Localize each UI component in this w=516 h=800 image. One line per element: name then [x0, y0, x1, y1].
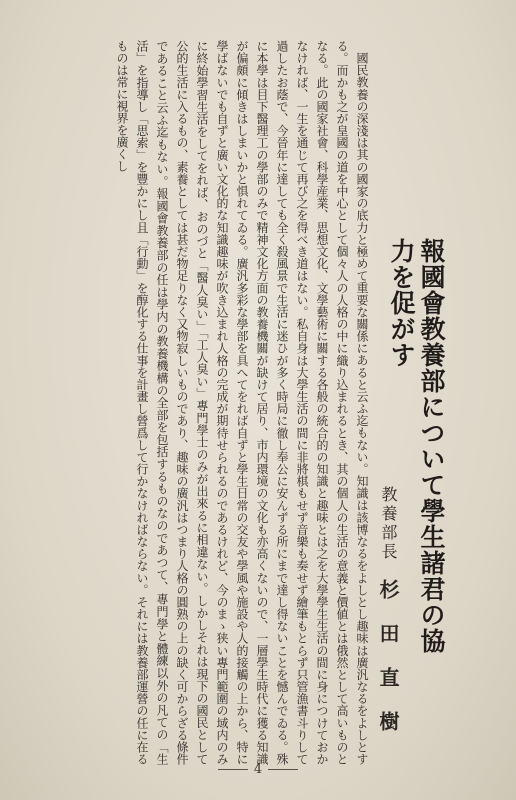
author-name: 杉田直樹	[376, 579, 400, 756]
article-body	[26, 40, 372, 765]
body-paragraph: 國民教養の深淺は其の國家の底力と極めて重要な關係にあると云ふ迄もない。知識は該博なるをよしとし趣味は廣汎なるをよしとする。而かも之が皇國の道を中心として個々人の人格の中に織り込まれるとき、其の個人の生活の意義と價値とは俄然として高いものとなる。此の國家社會、科學産業、思想文化、文學藝術に關する各般の統合的の知識と趣味とは之を大學學生生活の間に身につけておかなければ、一生を通じて再び之を得べき道はない。私自身は大學生活の間に非將棋もせず音樂も奏せず繪筆もとらず只管漁書斗りして過したお蔭で、今晉年に達しても全く殺風景で生活に迷ひが多く時局に徹し奉公に安んずる所にまで達し得ないことを憾んでゐる。殊に本學は目下醫理工の學部のみで精神文化方面の教養機關が缺けて居り、市内環境の文化も亦高くないので、一層學生時代に獲る知識が偏頗に傾きはしまいかと惧れてゐる。廣汎多彩な學部を具へてをれば自ずと學生日常の交友や學風や施設や人的接觸の上から、特に學ばないでも自ずと廣い文化的な知識趣味が吹き込まれ人格の完成が期待せられるのであるけれど、今のまゝ狭い專門範圍の域内のみに終始學習生活をしてをれば、おのづと「醫人臭い」「工人臭い」專門學士のみが出來るに相違ない。しかしそれは現下の國民として公的生活に入るもの、素養としては甚だ物足りなく又物寂しいものであり、趣味の廣汎はつまり人格の圓熟の上の缺く可からざる條件であること云ふ迄もない。報國會教養部の任は學内の教養機構の全部を包括するものなのであつて、專門學と體練以外の凡ての「生活」を指導し「思索」を豐かにし且「行動」を醇化する仕事を計畫し營爲して行かなければならない。それには教養部運營の任に在るものは常に視界を廣くし	[115, 40, 369, 765]
footer-rule-right	[268, 769, 298, 770]
article-title: 報國會教養部について學生諸君の協力を促がす	[387, 238, 446, 654]
author-role: 教養部長	[379, 486, 398, 562]
author-byline	[374, 486, 398, 766]
page-footer	[0, 762, 516, 777]
footer-rule-left	[218, 769, 248, 770]
page-number: 4	[253, 762, 263, 777]
